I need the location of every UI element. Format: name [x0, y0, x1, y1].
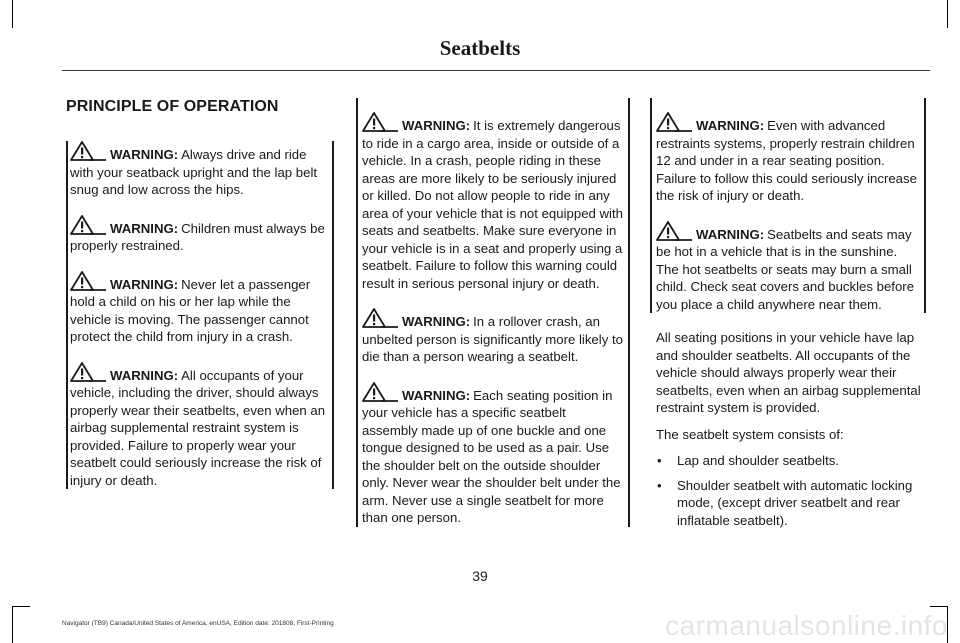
warning-label: WARNING: [110, 367, 179, 383]
edition-info: Navigator (TB9) Canada/United States of America, enUSA, Edition date: 201808, First-Printing [62, 620, 334, 627]
warning-item [362, 112, 624, 292]
warning-text: Each seating position in your vehicle has a specific seatbelt assembly made up of one buckle and one tongue designed to be used as a pair. Use the shoulder belt on the outside shoulder only. Never wear the shoulder belt under the arm. Never use a single seatbelt for more than one person. [362, 387, 621, 525]
warning-item [70, 362, 328, 490]
warning-triangle-icon [362, 112, 398, 132]
warning-label: WARNING: [402, 387, 471, 403]
crop-mark [12, 0, 13, 28]
crop-mark [947, 0, 948, 28]
warning-triangle-icon [70, 362, 106, 382]
body-text [656, 329, 926, 529]
bullet-icon: • [657, 453, 662, 468]
warning-text: In a rollover crash, an unbelted person is significantly more likely to die than a person wearing a seatbelt. [362, 314, 623, 364]
crop-mark [930, 606, 947, 607]
paragraph: All seating positions in your vehicle have lap and shoulder seatbelts. All occupants of the vehicle should always properly wear their seatbelts, even when an airbag supplemental restraint system is provided. [656, 330, 921, 415]
column-1 [66, 98, 334, 495]
warning-text: Seatbelts and seats may be hot in a vehicle that is in the sunshine. The hot seatbelts or seats may burn a small child. Check seat covers and buckles before you place a child anywhere near them. [656, 226, 915, 312]
warning-triangle-icon [70, 271, 106, 291]
warning-text: Even with advanced restraints systems, properly restrain children 12 and under in a rear seating position. Failure to follow this could seriously increase the risk of injury or death. [656, 118, 917, 203]
warning-text: It is extremely dangerous to ride in a cargo area, inside or outside of a vehicle. In a crash, people riding in these areas are more likely to be seriously injured or killed. Do not allow people to ride in any area of your vehicle that is not equipped with seats and seatbelts. Make sure everyone in your vehicle is in a seat and properly using a seatbelt. Failure to follow this warning could result in serious personal injury or death. [362, 118, 623, 291]
crop-mark [12, 606, 13, 643]
header-divider [62, 70, 930, 71]
warning-triangle-icon [362, 308, 398, 328]
warning-item [362, 308, 624, 366]
warning-item [362, 382, 624, 527]
warning-box-1 [66, 141, 334, 489]
list-item [656, 477, 926, 530]
list-item-text: Shoulder seatbelt with automatic locking mode, (except driver seatbelt and rear inflatable seatbelt). [677, 477, 913, 528]
page-title: Seatbelts [439, 36, 521, 60]
warning-item [656, 112, 920, 205]
warning-triangle-icon [70, 215, 106, 235]
warning-label: WARNING: [110, 220, 179, 236]
page-number: 39 [472, 568, 488, 584]
warning-label: WARNING: [110, 276, 179, 292]
warning-text: Children must always be properly restrained. [70, 220, 325, 253]
paragraph: The seatbelt system consists of: [656, 426, 844, 442]
warning-text: Always drive and ride with your seatback upright and the lap belt snug and low across the hips. [70, 147, 318, 197]
warning-label: WARNING: [696, 118, 765, 133]
warning-label: WARNING: [402, 118, 471, 133]
warning-box-2 [356, 98, 630, 527]
warning-label: WARNING: [402, 314, 471, 329]
warning-text: All occupants of your vehicle, including the driver, should always properly wear their seatbelts, even when an airbag supplemental restraint system is provided. Failure to properly wear your seatbelt could seriously increase the risk of injury or death. [70, 367, 326, 488]
column-2 [362, 98, 630, 533]
warning-label: WARNING: [110, 147, 179, 162]
list-item-text: Lap and shoulder seatbelts. [677, 453, 840, 468]
warning-text: Never let a passenger hold a child on his or her lap while the vehicle is moving. The passenger cannot protect the child from injury in a crash. [70, 276, 311, 344]
warning-item [70, 271, 328, 346]
warning-item [70, 215, 328, 255]
warning-triangle-icon [656, 112, 692, 132]
warning-triangle-icon [656, 221, 692, 241]
warning-triangle-icon [70, 141, 106, 161]
warning-item [656, 221, 920, 314]
column-3 [656, 98, 926, 536]
warning-box-3 [650, 98, 926, 313]
warning-item [70, 141, 328, 199]
watermark: carmanualsonline.info [665, 610, 948, 641]
bullet-list [656, 452, 926, 529]
list-item [656, 452, 926, 470]
warning-triangle-icon [362, 382, 398, 402]
section-title: PRINCIPLE OF OPERATION [66, 98, 279, 115]
warning-label: WARNING: [696, 226, 765, 242]
bullet-icon: • [657, 477, 662, 493]
crop-mark [12, 606, 30, 607]
